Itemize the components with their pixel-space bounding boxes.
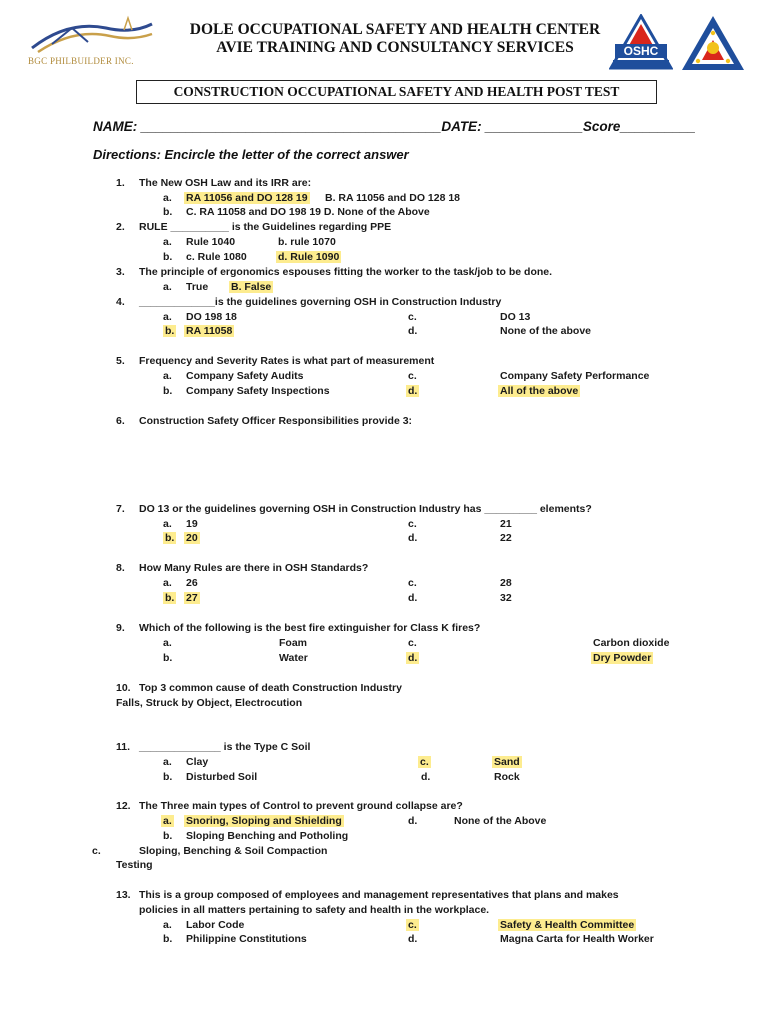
q7-d-option: 22 <box>500 532 512 544</box>
document-title: CONSTRUCTION OCCUPATIONAL SAFETY AND HEALTH POST TEST <box>136 80 657 104</box>
q11-number: 11. <box>116 741 131 753</box>
q5-number: 5. <box>116 355 125 367</box>
q4-a-letter: a. <box>163 311 172 323</box>
q8-a-letter: a. <box>163 577 172 589</box>
q9-d-letter: d. <box>408 652 418 664</box>
q5-d-letter: d. <box>408 385 418 397</box>
q2-question: RULE __________ is the Guidelines regarding PPE <box>139 221 392 233</box>
q8-d-option: 32 <box>500 592 512 604</box>
q7-a-option: 19 <box>186 518 198 530</box>
q5-b-option: Company Safety Inspections <box>186 385 330 397</box>
q2-b-option: b. rule 1070 <box>278 236 336 248</box>
q8-a-option: 26 <box>186 577 198 589</box>
q11-b-letter: b. <box>163 771 173 783</box>
q10-question: Top 3 common cause of death Construction Industry <box>139 682 402 694</box>
q4-d-option: None of the above <box>500 325 592 337</box>
q2-number: 2. <box>116 221 125 233</box>
oshc-text: OSHC <box>623 44 659 58</box>
q12-a-letter: a. <box>163 815 172 827</box>
q7-b-answer: 20 <box>186 532 198 544</box>
q7-question: DO 13 or the guidelines governing OSH in Construction Industry has _________ elements? <box>139 503 592 515</box>
q7-d-letter: d. <box>408 532 418 544</box>
directions: Directions: Encircle the letter of the correct answer <box>93 147 409 162</box>
q3-question: The principle of ergonomics espouses fitting the worker to the task/job to be done. <box>139 266 553 278</box>
q7-number: 7. <box>116 503 125 515</box>
q8-d-letter: d. <box>408 592 418 604</box>
q4-b-answer: RA 11058 <box>186 325 233 337</box>
q12-c-option: Sloping, Benching & Soil Compaction <box>139 845 328 857</box>
q4-b-letter: b. <box>165 325 175 337</box>
q13-c-answer: Safety & Health Committee <box>500 919 635 931</box>
q10-number: 10. <box>116 682 131 694</box>
q13-question: This is a group composed of employees and management representatives that plans and makes <box>139 889 619 901</box>
logo-left-caption: BGC PHILBUILDER INC. <box>28 56 134 66</box>
q12-number: 12. <box>116 800 131 812</box>
q5-b-letter: b. <box>163 385 173 397</box>
q4-question: _____________is the guidelines governing OSH in Construction Industry <box>139 296 502 308</box>
name-date-score-line: NAME: ________________________________________DATE: _____________Score__________ <box>93 119 696 134</box>
q3-number: 3. <box>116 266 125 278</box>
q1-b-option: B. RA 11056 and DO 128 18 <box>325 192 461 204</box>
q13-c-letter: c. <box>408 919 417 931</box>
q9-c-letter: c. <box>408 637 417 649</box>
q3-a-option: True <box>186 281 209 293</box>
q4-c-letter: c. <box>408 311 417 323</box>
q7-b-letter: b. <box>165 532 175 544</box>
q9-a-option: Foam <box>279 637 308 649</box>
q8-question: How Many Rules are there in OSH Standards? <box>139 562 369 574</box>
q1-a-answer: RA 11056 and DO 128 19 <box>186 192 308 204</box>
q5-d-answer: All of the above <box>500 385 579 397</box>
q11-a-option: Clay <box>186 756 209 768</box>
q13-number: 13. <box>116 889 131 901</box>
q11-c-letter: c. <box>420 756 429 768</box>
q2-d-answer: d. Rule 1090 <box>278 251 340 263</box>
q12-d-letter: d. <box>408 815 418 827</box>
q12-question: The Three main types of Control to prevent ground collapse are? <box>139 800 463 812</box>
q13-b-option: Philippine Constitutions <box>186 933 307 945</box>
q11-d-option: Rock <box>494 771 520 783</box>
q3-a-letter: a. <box>163 281 172 293</box>
q5-a-letter: a. <box>163 370 172 382</box>
oshc-logo <box>609 14 673 72</box>
q12-b-letter: b. <box>163 830 173 842</box>
q11-c-answer: Sand <box>494 756 520 768</box>
header-line-1: DOLE OCCUPATIONAL SAFETY AND HEALTH CENTER <box>189 21 601 38</box>
q5-c-option: Company Safety Performance <box>500 370 650 382</box>
q8-b-letter: b. <box>165 592 175 604</box>
q13-d-letter: d. <box>408 933 418 945</box>
q6-question: Construction Safety Officer Responsibilities provide 3: <box>139 415 413 427</box>
q12-c-letter: c. <box>92 845 101 857</box>
q9-question: Which of the following is the best fire extinguisher for Class K fires? <box>139 622 481 634</box>
q12-a-answer: Snoring, Sloping and Shielding <box>186 815 342 827</box>
q8-number: 8. <box>116 562 125 574</box>
q2-a-option: Rule 1040 <box>186 236 236 248</box>
q9-b-option: Water <box>279 652 308 664</box>
q1-number: 1. <box>116 177 125 189</box>
q9-b-letter: b. <box>163 652 173 664</box>
q11-b-option: Disturbed Soil <box>186 771 258 783</box>
q11-question: ______________ is the Type C Soil <box>139 741 311 753</box>
q7-a-letter: a. <box>163 518 172 530</box>
q9-number: 9. <box>116 622 125 634</box>
q10-answer: Falls, Struck by Object, Electrocution <box>116 697 303 709</box>
q11-a-letter: a. <box>163 756 172 768</box>
q2-c-option: c. Rule 1080 <box>186 251 247 263</box>
q13-a-option: Labor Code <box>186 919 245 931</box>
q9-d-answer: Dry Powder <box>593 652 652 664</box>
q11-d-letter: d. <box>421 771 431 783</box>
q7-c-letter: c. <box>408 518 417 530</box>
q7-c-option: 21 <box>500 518 512 530</box>
q8-c-option: 28 <box>500 577 512 589</box>
q1-b-letter: b. <box>163 206 173 218</box>
q9-c-option: Carbon dioxide <box>593 637 670 649</box>
roof-swoosh-icon <box>28 14 158 58</box>
q1-cd-options: C. RA 11058 and DO 198 19 D. None of the Above <box>186 206 430 218</box>
q5-c-letter: c. <box>408 370 417 382</box>
q1-question: The New OSH Law and its IRR are: <box>139 177 312 189</box>
q12-c-option-cont: Testing <box>116 859 153 871</box>
q4-number: 4. <box>116 296 125 308</box>
q8-c-letter: c. <box>408 577 417 589</box>
q12-b-option: Sloping Benching and Potholing <box>186 830 349 842</box>
dole-logo <box>680 14 746 72</box>
header-line-2: AVIE TRAINING AND CONSULTANCY SERVICES <box>216 39 574 56</box>
q9-a-letter: a. <box>163 637 172 649</box>
q2-a-letter: a. <box>163 236 172 248</box>
q12-d-option: None of the Above <box>454 815 547 827</box>
bgc-philbuilder-logo <box>28 14 158 70</box>
oshc-triangle-icon <box>609 14 673 72</box>
q13-question-cont: policies in all matters pertaining to safety and health in the workplace. <box>139 904 490 916</box>
q13-d-option: Magna Carta for Health Worker <box>500 933 654 945</box>
q1-a-letter: a. <box>163 192 172 204</box>
dole-seal-icon <box>680 14 746 72</box>
q4-c-option: DO 13 <box>500 311 531 323</box>
q8-b-answer: 27 <box>186 592 198 604</box>
q2-b-letter: b. <box>163 251 173 263</box>
q5-a-option: Company Safety Audits <box>186 370 304 382</box>
q4-a-option: DO 198 18 <box>186 311 237 323</box>
q13-b-letter: b. <box>163 933 173 945</box>
q4-d-letter: d. <box>408 325 418 337</box>
q13-a-letter: a. <box>163 919 172 931</box>
q3-b-answer: B. False <box>231 281 272 293</box>
q5-question: Frequency and Severity Rates is what part of measurement <box>139 355 435 367</box>
q6-number: 6. <box>116 415 125 427</box>
